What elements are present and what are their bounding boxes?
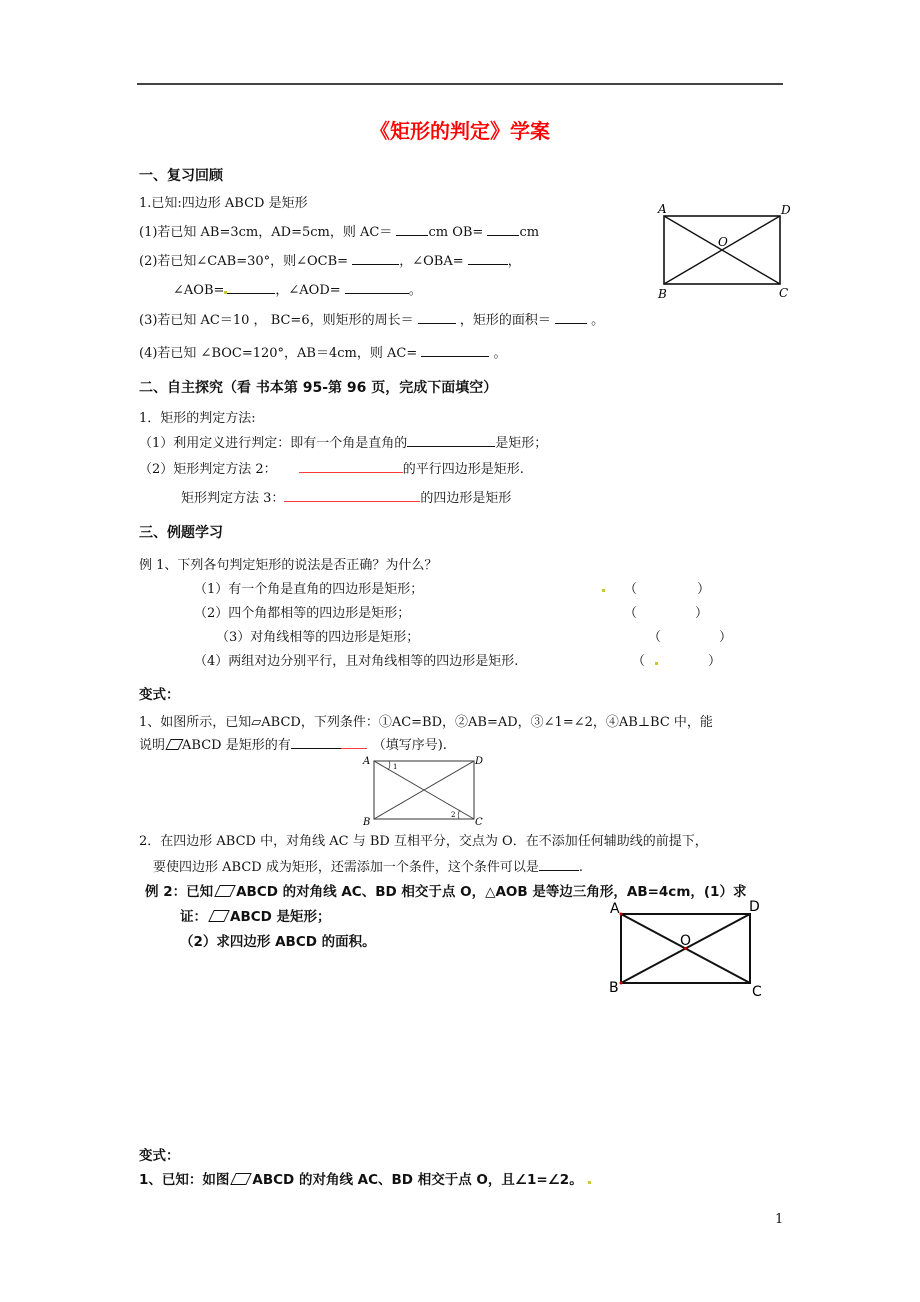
question-1-mid: cm OB= [428, 225, 488, 240]
point-a [620, 913, 623, 916]
label-c: C [779, 286, 789, 300]
page-title: 《矩形的判定》学案 [370, 119, 550, 143]
answer-blank-aod[interactable] [345, 281, 409, 294]
ex2-line1-suffix: ABCD 的对角线 AC、BD 相交于点 O，△AOB 是等边三角形，AB=4cm，(1）求 [236, 884, 747, 900]
label-b: B [363, 817, 371, 826]
variant-1-question-1-line-1: 1、如图所示，已知▱ABCD，下列条件：①AC=BD，②AB=AD，③∠1=∠2，④AB⊥BC 中，能 [139, 715, 713, 730]
label-angle-2: 2 [451, 811, 456, 819]
q1-line2-mid: ABCD 是矩形的有 [182, 738, 291, 753]
point-b [620, 982, 623, 985]
example-2-line-2 [180, 905, 331, 925]
example-1-item-2: （2）四个角都相等的四边形是矩形； [194, 606, 411, 621]
example-1-item-1: （1）有一个角是直角的四边形是矩形； [194, 582, 424, 597]
question-4-suffix: 。 [489, 346, 507, 361]
method-1-suffix: 是矩形； [495, 436, 548, 451]
method-2-prefix: （2）矩形判定方法 2： [139, 462, 277, 477]
variant2-line-suffix: ABCD 的对角线 AC、BD 相交于点 O，且∠1=∠2。 [252, 1172, 583, 1188]
q1-line2-suffix: （填写序号). [372, 738, 447, 753]
answer-blank-ocb[interactable] [352, 252, 399, 265]
answer-paren-4[interactable] [632, 650, 721, 669]
answer-blank-oba[interactable] [468, 252, 508, 265]
variant-1-question-2-line-2 [153, 856, 583, 875]
answer-blank-perimeter[interactable] [418, 311, 456, 324]
page-number: 1 [775, 1212, 784, 1227]
parallelogram-icon [214, 885, 236, 897]
label-o: O [718, 235, 728, 249]
paren-open: （ [624, 606, 638, 621]
question-3-mid: ，矩形的面积＝ [455, 313, 555, 328]
method-2-suffix: 的平行四边形是矩形. [402, 462, 524, 477]
section1-heading: 一、复习回顾 [139, 168, 223, 184]
paren-open: （ [624, 582, 638, 597]
label-b: B [658, 287, 667, 300]
rectangle-figure-2 [358, 752, 493, 826]
variant-2-heading: 变式： [139, 1148, 180, 1164]
answer-blank-method3[interactable] [284, 489, 420, 502]
q2-line2-prefix: 要使四边形 ABCD 成为矩形，还需添加一个条件，这个条件可以是 [153, 860, 539, 875]
answer-blank-method2[interactable] [299, 460, 403, 473]
paren-open: （ [648, 630, 662, 645]
answer-blank-variant1-a[interactable] [291, 736, 341, 749]
ex2-line1-prefix: 例 2：已知 [145, 884, 214, 900]
answer-blank-ac[interactable] [396, 223, 428, 236]
label-c: C [752, 984, 762, 1000]
answer-blank-variant1-b[interactable] [341, 736, 367, 749]
method-3 [181, 487, 511, 506]
label-d: D [475, 756, 484, 767]
question-4-prefix: (4)若已知 ∠BOC=120°，AB＝4cm，则 AC= [139, 346, 422, 361]
method-1 [139, 432, 547, 451]
rectangle-figure-3 [600, 895, 775, 1003]
question-2b-prefix: ∠AOB= [173, 283, 225, 298]
variant-2-line [139, 1168, 591, 1188]
paren-close: ） [697, 582, 711, 597]
answer-paren-3[interactable] [648, 626, 732, 645]
question-3 [139, 309, 604, 328]
question-2-suffix: ， [507, 254, 521, 269]
top-rule [137, 83, 783, 85]
edit-mark [602, 589, 605, 592]
example-1-item-4: （4）两组对边分别平行，且对角线相等的四边形是矩形. [194, 654, 519, 669]
parallelogram-icon [208, 910, 230, 922]
question-2-prefix: (2)若已知∠CAB=30°，则∠OCB= [139, 254, 353, 269]
label-b: B [609, 980, 619, 996]
answer-blank-area[interactable] [555, 311, 587, 324]
section2-intro: 1．矩形的判定方法: [139, 411, 256, 426]
parallelogram-icon [231, 1173, 253, 1185]
label-c: C [475, 817, 483, 826]
paren-close: ） [719, 630, 733, 645]
method-3-suffix: 的四边形是矩形 [420, 491, 512, 506]
method-2 [139, 458, 524, 477]
variant-1-heading: 变式： [139, 687, 180, 703]
paren-close: ） [695, 606, 709, 621]
question-2 [139, 250, 521, 269]
question-2b-suffix: 。 [408, 283, 422, 298]
label-a: A [658, 202, 667, 216]
edit-mark [655, 662, 658, 665]
label-d: D [781, 203, 791, 217]
example-1-item-3: （3）对角线相等的四边形是矩形； [216, 630, 420, 645]
angle-2-arc [458, 810, 460, 819]
variant-1-question-2-line-1: 2．在四边形 ABCD 中，对角线 AC 与 BD 互相平分，交点为 O．在不添加任何辅助线的前提下， [139, 834, 708, 849]
question-2-mid: ，∠OBA= [399, 254, 468, 269]
question-1-prefix: (1)若已知 AB=3cm，AD=5cm，则 AC＝ [139, 225, 397, 240]
label-d: D [749, 899, 760, 915]
question-3-prefix: (3)若已知 AC＝10 ， BC=6，则矩形的周长＝ [139, 313, 418, 328]
variant-1-question-1-line-2 [139, 734, 447, 753]
ex2-line2-suffix: ABCD 是矩形； [230, 909, 331, 925]
label-a: A [610, 901, 620, 917]
rectangle-figure-1 [655, 200, 795, 300]
answer-blank-ac2[interactable] [421, 344, 489, 357]
answer-paren-2[interactable] [624, 602, 708, 621]
ex2-line2-prefix: 证： [180, 909, 207, 925]
answer-blank-method1[interactable] [407, 434, 495, 447]
answer-paren-1[interactable] [624, 578, 710, 597]
answer-blank-ob[interactable] [487, 223, 519, 236]
edit-mark [588, 1181, 591, 1184]
section3-heading: 三、例题学习 [139, 525, 223, 541]
method-3-prefix: 矩形判定方法 3： [181, 491, 285, 506]
example-1-stem: 例 1、下列各句判定矩形的说法是否正确？为什么？ [139, 558, 438, 573]
answer-blank-variant1-q2[interactable] [539, 858, 579, 871]
method-1-prefix: （1）利用定义进行判定：即有一个角是直角的 [139, 436, 408, 451]
q2-line2-suffix: . [578, 860, 583, 875]
question-4 [139, 342, 507, 361]
angle-1-arc [388, 761, 390, 770]
question-1-suffix: cm [519, 225, 540, 240]
section1-intro: 1.已知:四边形 ABCD 是矩形 [139, 196, 308, 211]
example-2-line-3: （2）求四边形 ABCD 的面积。 [180, 934, 376, 950]
variant2-line-prefix: 1、已知：如图 [139, 1172, 230, 1188]
label-a: A [363, 756, 371, 767]
question-1 [139, 221, 539, 240]
answer-blank-aob[interactable] [227, 281, 275, 294]
label-o: O [680, 933, 692, 949]
paren-open: （ [632, 654, 646, 669]
question-2b-mid: ，∠AOD= [275, 283, 345, 298]
question-2b [173, 279, 422, 298]
section2-heading: 二、自主探究（看 书本第 95-第 96 页，完成下面填空） [139, 380, 498, 396]
label-angle-1: 1 [393, 763, 398, 771]
q1-line2-prefix: 说明 [139, 738, 166, 753]
question-3-suffix: 。 [587, 313, 605, 328]
paren-close: ） [708, 654, 722, 669]
parallelogram-icon [165, 739, 183, 750]
